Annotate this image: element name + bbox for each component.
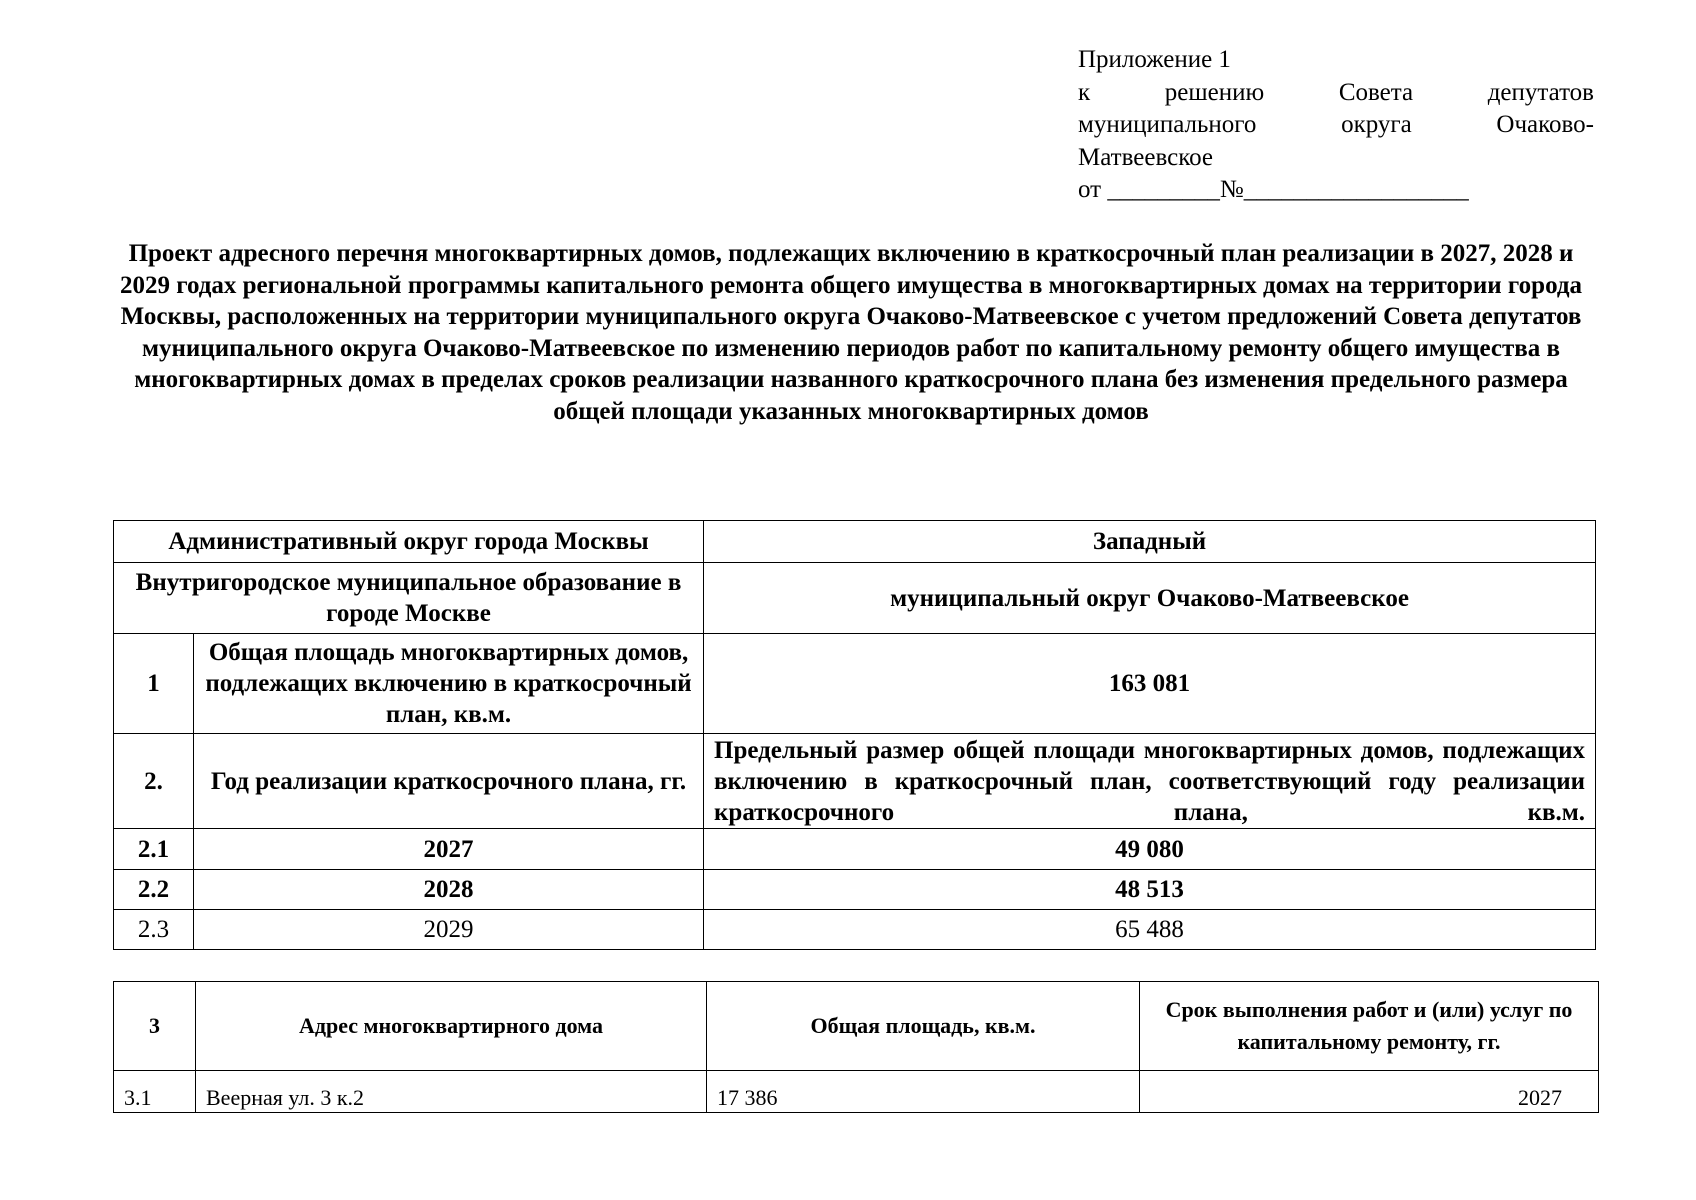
row-number: 1	[114, 634, 194, 734]
total-area-value: 163 081	[704, 634, 1596, 734]
header-term: Срок выполнения работ и (или) услуг по капитальному ремонту, гг.	[1140, 982, 1599, 1071]
table-row	[114, 1071, 1599, 1113]
appendix-date-number-line: от _________№__________________	[1078, 176, 1469, 203]
row-number: 2.2	[114, 870, 194, 910]
summary-row-total-area	[114, 634, 1596, 734]
appendix-block	[1078, 44, 1594, 207]
area-limit-value: 48 513	[704, 870, 1596, 910]
admin-district-value: Западный	[704, 521, 1596, 563]
plan-year-label: Год реализации краткосрочного плана, гг.	[194, 734, 704, 829]
appendix-decision-line: к решению Совета депутатов	[1078, 78, 1594, 106]
header-area: Общая площадь, кв.м.	[707, 982, 1140, 1071]
summary-row-municipality	[114, 563, 1596, 634]
municipality-label: Внутригородское муниципальное образование в городе Москве	[114, 563, 704, 634]
address-table-header	[114, 982, 1599, 1071]
row-number: 2.3	[114, 910, 194, 950]
area-limit-value: 65 488	[704, 910, 1596, 950]
row-number: 2.1	[114, 829, 194, 870]
row-area: 17 386	[707, 1071, 1140, 1113]
summary-row-admin	[114, 521, 1596, 563]
total-area-label: Общая площадь многоквартирных домов, подлежащих включению в краткосрочный план, кв.м.	[194, 634, 704, 734]
appendix-district-name: Матвеевское	[1078, 143, 1213, 171]
header-number: 3	[114, 982, 196, 1071]
appendix-district-line: муниципального округа Очаково-	[1078, 111, 1594, 138]
municipality-value: муниципальный округ Очаково-Матвеевское	[704, 563, 1596, 634]
year-row	[114, 910, 1596, 950]
row-term: 2027	[1140, 1071, 1599, 1113]
admin-district-label: Административный округ города Москвы	[114, 521, 704, 563]
year-row	[114, 829, 1596, 870]
row-address: Веерная ул. 3 к.2	[196, 1071, 707, 1113]
year-row	[114, 870, 1596, 910]
row-number: 2.	[114, 734, 194, 829]
summary-row-years-header	[114, 734, 1596, 829]
year-value: 2029	[194, 910, 704, 950]
document-title: Проект адресного перечня многоквартирных домов, подлежащих включению в краткосрочный план реализации в 2027, 2028 и 2029 годах региональной программы капитального ремонта общего имущества в многоквартирных домах на территории города Москвы, расположенных на территории муниципального округа Очаково-Матвеевское с учетом предложений Совета депутатов муниципального округа Очаково-Матвеевское по изменению периодов работ по капитальному ремонту общего имущества в многоквартирных домах в пределах сроков реализации названного краткосрочного плана без изменения предельного размера общей площади указанных многоквартирных домов	[119, 240, 1582, 425]
address-table	[113, 981, 1599, 1113]
row-number: 3.1	[114, 1071, 196, 1113]
header-address: Адрес многоквартирного дома	[196, 982, 707, 1071]
summary-table	[113, 520, 1596, 950]
appendix-title: Приложение 1	[1078, 46, 1231, 73]
year-value: 2028	[194, 870, 704, 910]
area-limit-value: 49 080	[704, 829, 1596, 870]
year-value: 2027	[194, 829, 704, 870]
area-limit-label: Предельный размер общей площади многоквартирных домов, подлежащих включению в краткосрочный план, соответствующий году реализации краткосрочного плана, кв.м.	[704, 734, 1596, 829]
